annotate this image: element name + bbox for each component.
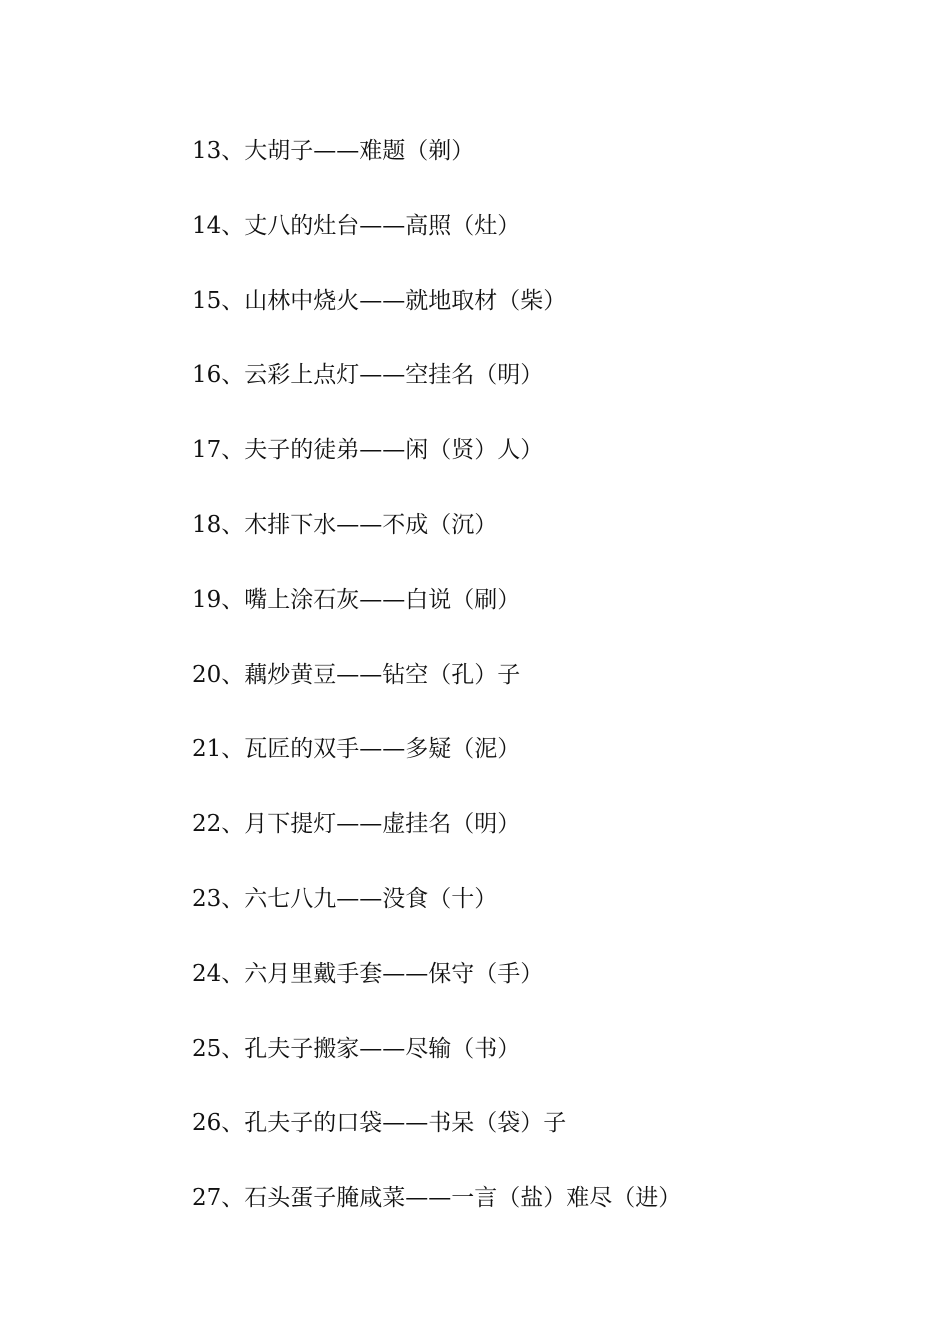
riddle-line-26: 26、孔夫子的口袋——书呆（袋）子 — [192, 1110, 567, 1137]
riddle-line-27: 27、石头蛋子腌咸菜——一言（盐）难尽（进） — [192, 1185, 682, 1212]
riddle-line-18: 18、木排下水——不成（沉） — [192, 511, 498, 538]
riddle-line-14: 14、丈八的灶台——高照（灶） — [192, 212, 521, 239]
riddle-line-22: 22、月下提灯——虚挂名（明） — [192, 811, 521, 838]
riddle-line-17: 17、夫子的徒弟——闲（贤）人） — [192, 437, 544, 464]
riddle-line-23: 23、六七八九——没食（十） — [192, 885, 498, 912]
riddle-line-20: 20、藕炒黄豆——钻空（孔）子 — [192, 661, 521, 688]
riddle-line-19: 19、嘴上涂石灰——白说（刷） — [192, 586, 521, 613]
riddle-line-24: 24、六月里戴手套——保守（手） — [192, 960, 544, 987]
riddle-line-21: 21、瓦匠的双手——多疑（泥） — [192, 736, 521, 763]
riddle-line-25: 25、孔夫子搬家——尽输（书） — [192, 1035, 521, 1062]
riddle-line-15: 15、山林中烧火——就地取材（柴） — [192, 287, 567, 314]
riddle-line-13: 13、大胡子——难题（剃） — [192, 138, 475, 164]
riddle-line-16: 16、云彩上点灯——空挂名（明） — [192, 362, 544, 389]
riddle-list — [192, 134, 912, 1256]
